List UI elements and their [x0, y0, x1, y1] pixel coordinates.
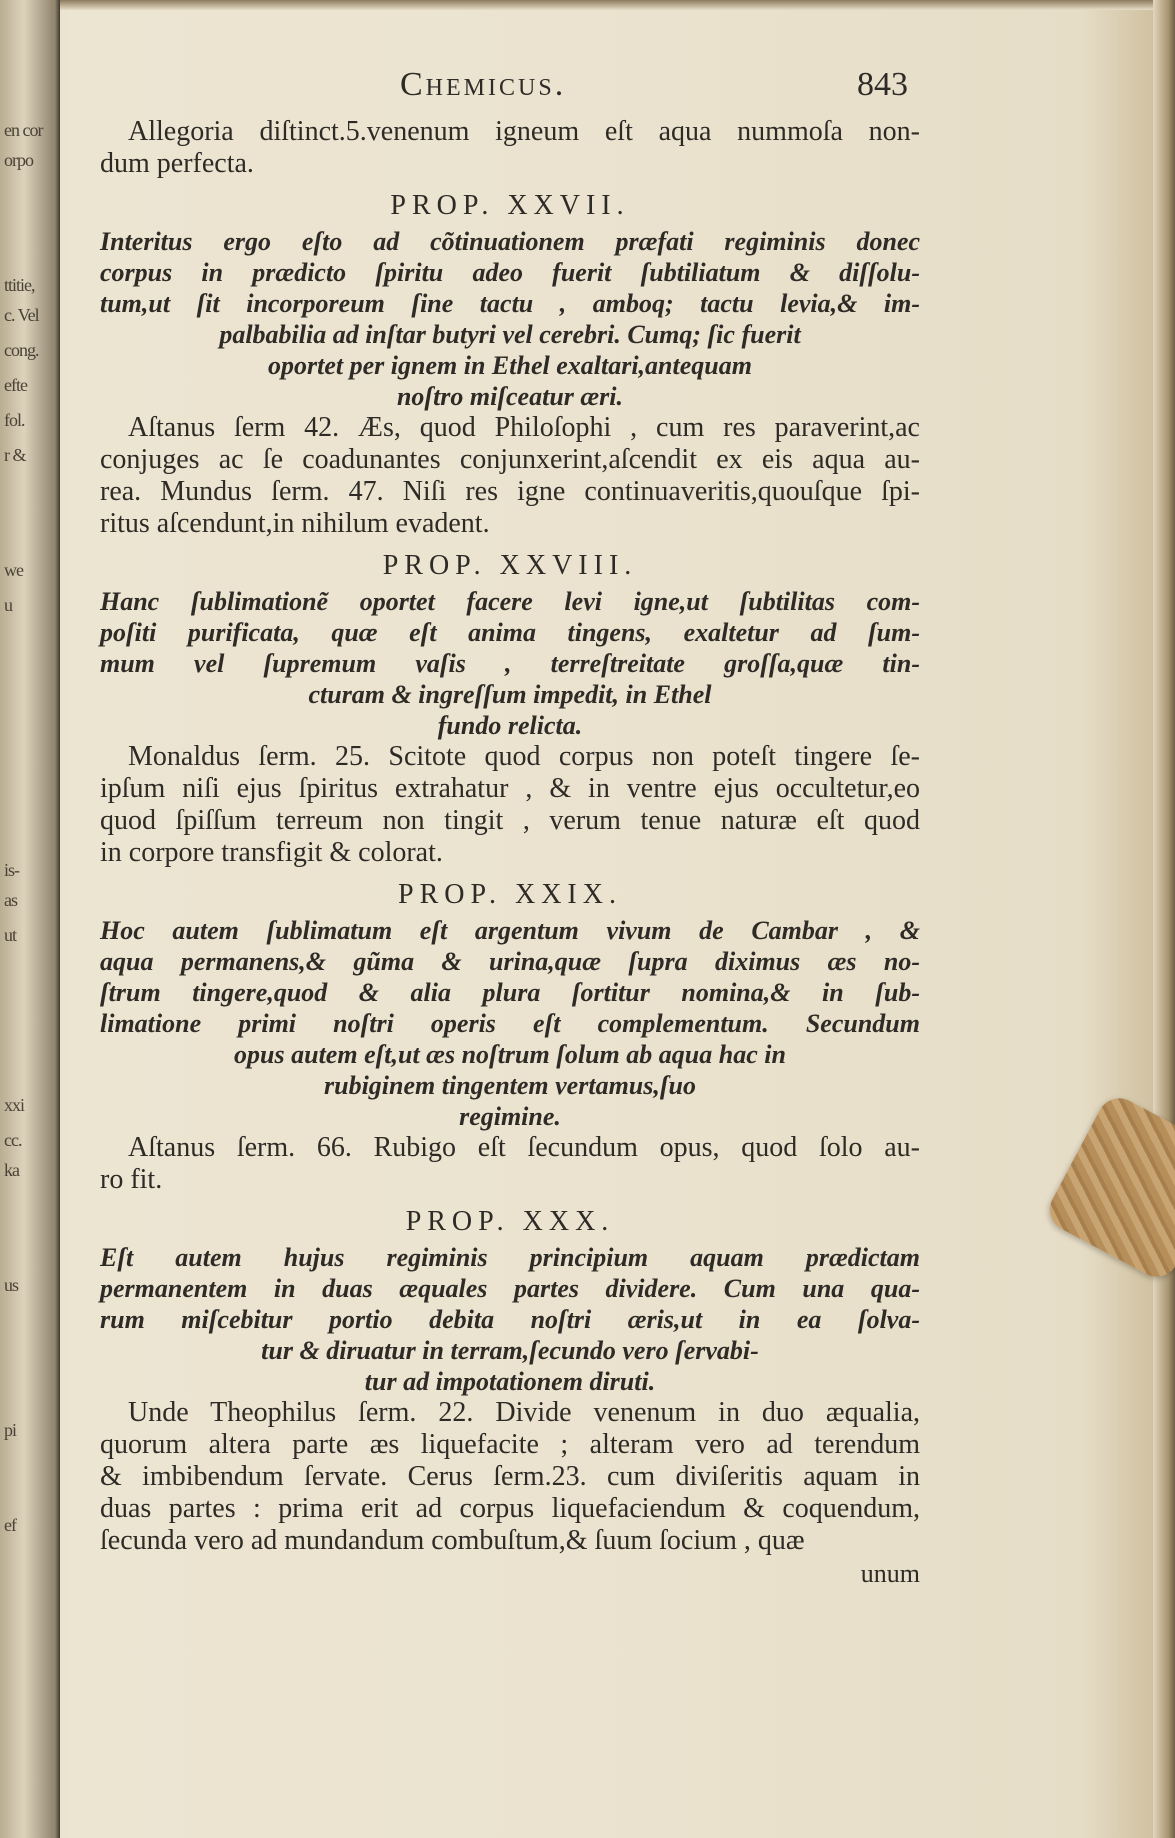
italic-centered-line: regimine.: [459, 1102, 561, 1131]
proposition-heading: PROP. XXIX.: [398, 879, 622, 910]
left-page-fragment: r &: [4, 445, 26, 465]
text-line: ritus aſcendunt,in nihilum evadent.: [100, 508, 490, 539]
running-head: [100, 66, 920, 116]
text-line: Unde Theophilus ſerm. 22. Divide venenum in duo æqualia,: [128, 1397, 920, 1428]
italic-centered-line: oportet per ignem in Ethel exaltari,antequam: [268, 351, 752, 380]
proposition-heading: PROP. XXX.: [405, 1206, 615, 1237]
text-line: Aſtanus ſerm. 66. Rubigo eſt ſecundum opus, quod ſolo au-: [128, 1132, 920, 1163]
left-page-fragment: c. Vel: [4, 305, 39, 325]
italic-line: ſtrum tingere,quod & alia plura ſortitur nomina,& in ſub-: [100, 978, 920, 1007]
left-page-fragment: fol.: [4, 410, 25, 430]
proposition-text: [100, 226, 920, 412]
left-page-fragment: cc.: [4, 1130, 22, 1150]
proposition-heading: PROP. XXVII.: [390, 190, 630, 221]
text-page: [100, 66, 920, 1589]
left-page-fragment: is-: [4, 860, 19, 880]
proposition-text: [100, 915, 920, 1132]
italic-line: aqua permanens,& gũma & urina,quæ ſupra diximus æs no-: [100, 947, 920, 976]
body-paragraph: [100, 741, 920, 869]
left-page-fragment: efte: [4, 375, 27, 395]
text-line: duas partes : prima erit ad corpus liquefaciendum & coquendum,: [100, 1493, 920, 1524]
text-line: & imbibendum ſervate. Cerus ſerm.23. cum diviſeritis aquam in: [100, 1461, 920, 1492]
italic-centered-line: cturam & ingreſſum impedit, in Ethel: [308, 680, 712, 709]
text-line: ſecunda vero ad mundandum combuſtum,& ſuum ſocium , quæ: [100, 1525, 805, 1556]
left-page-fragment: ut: [4, 925, 17, 945]
left-page-fragment: ef: [4, 1515, 16, 1535]
text-line: ipſum niſi ejus ſpiritus extrahatur , & in ventre ejus occultetur,eo: [100, 773, 920, 804]
italic-line: rum miſcebitur portio debita noſtri æris,ut in ea ſolva-: [100, 1305, 920, 1334]
proposition-text: [100, 586, 920, 741]
text-line: Monaldus ſerm. 25. Scitote quod corpus non poteſt tingere ſe-: [128, 741, 920, 772]
italic-line: limatione primi noſtri operis eſt complementum. Secundum: [100, 1009, 920, 1038]
proposition-heading: PROP. XXVIII.: [382, 550, 638, 581]
left-page-fragment: ttitie,: [4, 275, 35, 295]
left-page-fragment: xxi: [4, 1095, 25, 1115]
italic-line: poſiti purificata, quæ eſt anima tingens, exaltetur ad ſum-: [100, 618, 920, 647]
text-line: ro fit.: [100, 1164, 163, 1195]
left-page-fragment: cong.: [4, 340, 39, 360]
body-paragraph: [100, 412, 920, 540]
page-body: [100, 116, 920, 1557]
text-line: in corpore transfigit & colorat.: [100, 837, 443, 868]
catchword: unum: [860, 1559, 920, 1588]
running-title: Chemicus.: [400, 66, 567, 103]
italic-line: Eſt autem hujus regiminis principium aquam prædictam: [100, 1243, 920, 1272]
text-line: Aſtanus ſerm 42. Æs, quod Philoſophi , cum res paraverint,ac: [128, 412, 920, 443]
italic-centered-line: tur & diruatur in terram,ſecundo vero ſervabi-: [261, 1336, 759, 1365]
text-line: rea. Mundus ſerm. 47. Niſi res igne continuaveritis,quouſque ſpi-: [100, 476, 920, 507]
italic-line: mum vel ſupremum vaſis , terreſtreitate groſſa,quæ tin-: [100, 649, 920, 678]
italic-centered-line: tur ad impotationem diruti.: [364, 1367, 656, 1396]
proposition-text: [100, 1242, 920, 1397]
text-line: Allegoria diſtinct.5.venenum igneum eſt aqua nummoſa non-: [128, 116, 920, 147]
top-edge: [60, 0, 1175, 10]
italic-line: corpus in prædicto ſpiritu adeo fuerit ſubtiliatum & diſſolu-: [100, 258, 920, 287]
italic-centered-line: palbabilia ad inſtar butyri vel cerebri. Cumq; ſic fuerit: [219, 320, 801, 349]
wooden-book-clamp: [1042, 1091, 1175, 1285]
italic-centered-line: fundo relicta.: [437, 711, 583, 740]
italic-centered-line: noſtro miſceatur æri.: [396, 382, 624, 411]
left-page-fragment: as: [4, 890, 17, 910]
left-page-fragment: en cor: [4, 120, 43, 140]
text-line: conjuges ac ſe coadunantes conjunxerint,aſcendit ex eis aqua au-: [100, 444, 920, 475]
italic-line: Hanc ſublimationẽ oportet facere levi igne,ut ſubtilitas com-: [100, 587, 920, 616]
italic-line: tum,ut ſit incorporeum ſine tactu , amboq; tactu levia,& im-: [100, 289, 920, 318]
italic-centered-line: rubiginem tingentem vertamus,ſuo: [324, 1071, 696, 1100]
italic-line: Hoc autem ſublimatum eſt argentum vivum de Cambar , &: [100, 916, 920, 945]
left-page-fragment: u: [4, 595, 12, 615]
page-number: 843: [857, 66, 908, 103]
italic-centered-line: opus autem eſt,ut æs noſtrum ſolum ab aqua hac in: [234, 1040, 786, 1069]
right-page-edge: [1153, 0, 1175, 1838]
body-paragraph: [100, 1132, 920, 1196]
text-line: quorum altera parte æs liquefacite ; alteram vero ad terendum: [100, 1429, 920, 1460]
italic-line: permanentem in duas æquales partes dividere. Cum una qua-: [100, 1274, 920, 1303]
left-page-fragment: we: [4, 560, 23, 580]
left-page-fragment: pi: [4, 1420, 17, 1440]
left-page-fragment: ka: [4, 1160, 19, 1180]
left-page-gutter: [0, 0, 60, 1838]
body-paragraph: [100, 116, 920, 180]
left-page-fragment: orpo: [4, 150, 33, 170]
text-line: quod ſpiſſum terreum non tingit , verum tenue naturæ eſt quod: [100, 805, 920, 836]
text-line: dum perfecta.: [100, 148, 254, 179]
italic-line: Interitus ergo eſto ad cõtinuationem præfati regiminis donec: [100, 227, 920, 256]
body-paragraph: [100, 1397, 920, 1557]
left-page-fragment: us: [4, 1275, 19, 1295]
